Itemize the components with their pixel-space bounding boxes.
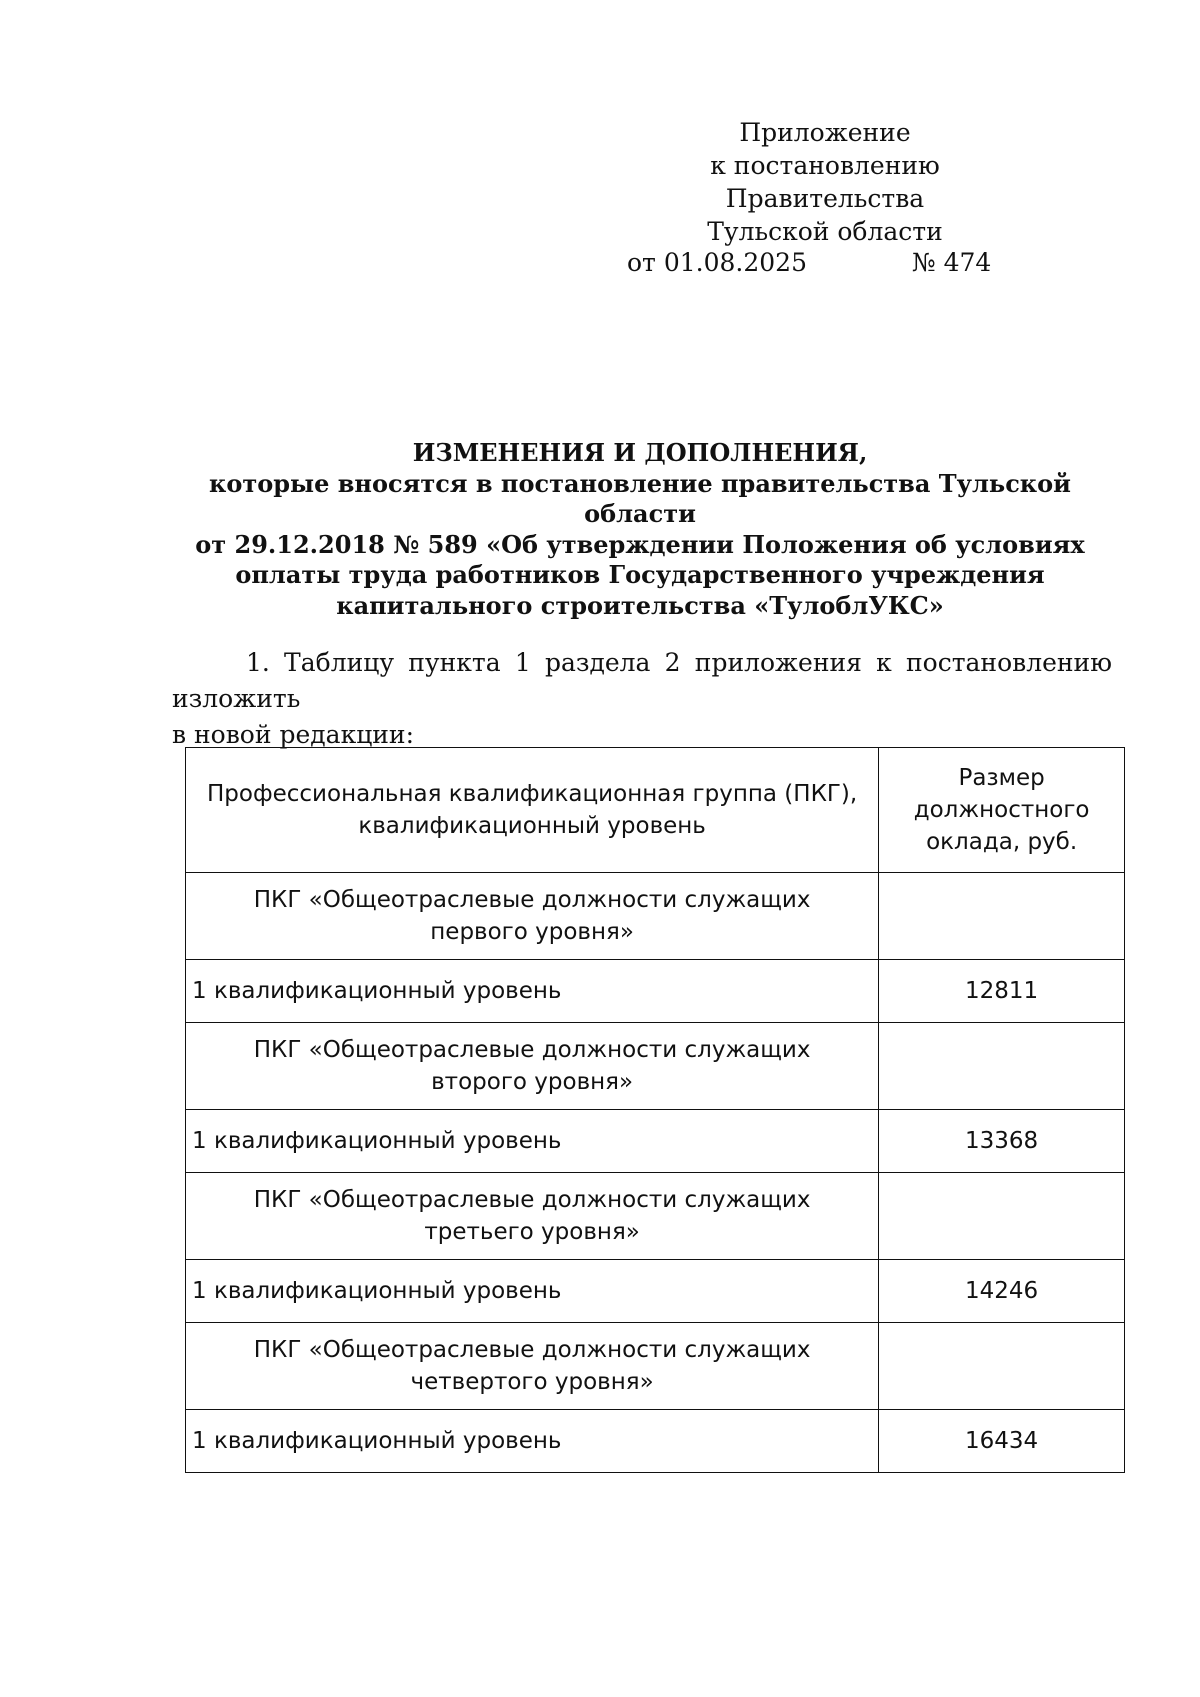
title-line: которые вносятся в постановление правительства Тульской области	[209, 468, 1071, 528]
header-salary-cell	[879, 748, 1125, 873]
group-name: первого уровня»	[430, 919, 634, 945]
annex-block	[620, 116, 1030, 248]
title-line: ИЗМЕНЕНИЯ И ДОПОЛНЕНИЯ,	[412, 438, 868, 467]
title-line: оплаты труда работников Государственного учреждения	[235, 560, 1045, 589]
salary-value-cell: 16434	[879, 1410, 1125, 1473]
header-text: должностного	[913, 797, 1090, 823]
level-name-cell: 1 квалификационный уровень	[186, 1410, 879, 1473]
table-row	[186, 873, 1125, 960]
table-row	[186, 1023, 1125, 1110]
annex-reference: к постановлению Правительства	[710, 151, 940, 213]
salary-value-cell: 12811	[879, 960, 1125, 1023]
table-row	[186, 1110, 1125, 1173]
group-name: ПКГ «Общеотраслевые должности служащих	[253, 1037, 811, 1063]
header-text: Профессиональная квалификационная группа (ПКГ),	[206, 781, 858, 807]
group-name: третьего уровня»	[424, 1219, 640, 1245]
level-name-cell: 1 квалификационный уровень	[186, 1110, 879, 1173]
level-name-cell: 1 квалификационный уровень	[186, 1260, 879, 1323]
header-group-cell	[186, 748, 879, 873]
document-date: от 01.08.2025	[627, 248, 807, 277]
salary-table	[185, 747, 1125, 1473]
group-name-cell	[186, 873, 879, 960]
group-value-cell	[879, 1023, 1125, 1110]
annex-region: Тульской области	[707, 217, 943, 246]
level-name-cell: 1 квалификационный уровень	[186, 960, 879, 1023]
document-title	[160, 438, 1120, 621]
header-text: оклада, руб.	[926, 829, 1078, 855]
group-name: ПКГ «Общеотраслевые должности служащих	[253, 1337, 811, 1363]
group-name-cell	[186, 1023, 879, 1110]
group-name: второго уровня»	[431, 1069, 634, 1095]
salary-value-cell: 13368	[879, 1110, 1125, 1173]
group-value-cell	[879, 1323, 1125, 1410]
paragraph-line: 1. Таблицу пункта 1 раздела 2 приложения к постановлению изложить	[172, 648, 1112, 713]
group-name: ПКГ «Общеотраслевые должности служащих	[253, 1187, 811, 1213]
group-value-cell	[879, 873, 1125, 960]
table-row	[186, 1173, 1125, 1260]
title-line: от 29.12.2018 № 589 «Об утверждении Положения об условиях	[195, 529, 1085, 559]
header-text: квалификационный уровень	[358, 813, 706, 839]
instruction-paragraph	[172, 645, 1112, 753]
table-row	[186, 960, 1125, 1023]
header-text: Размер	[958, 765, 1045, 791]
document-number: № 474	[912, 248, 992, 277]
table-header-row	[186, 748, 1125, 873]
table-row	[186, 1323, 1125, 1410]
paragraph-line: в новой редакции:	[172, 720, 415, 749]
title-line: капитального строительства «ТулоблУКС»	[336, 590, 944, 620]
group-name-cell	[186, 1173, 879, 1260]
group-name: ПКГ «Общеотраслевые должности служащих	[253, 887, 811, 913]
group-value-cell	[879, 1173, 1125, 1260]
table-row	[186, 1260, 1125, 1323]
group-name: четвертого уровня»	[410, 1369, 654, 1395]
table-row	[186, 1410, 1125, 1473]
group-name-cell	[186, 1323, 879, 1410]
salary-value-cell: 14246	[879, 1260, 1125, 1323]
annex-title: Приложение	[739, 118, 911, 147]
